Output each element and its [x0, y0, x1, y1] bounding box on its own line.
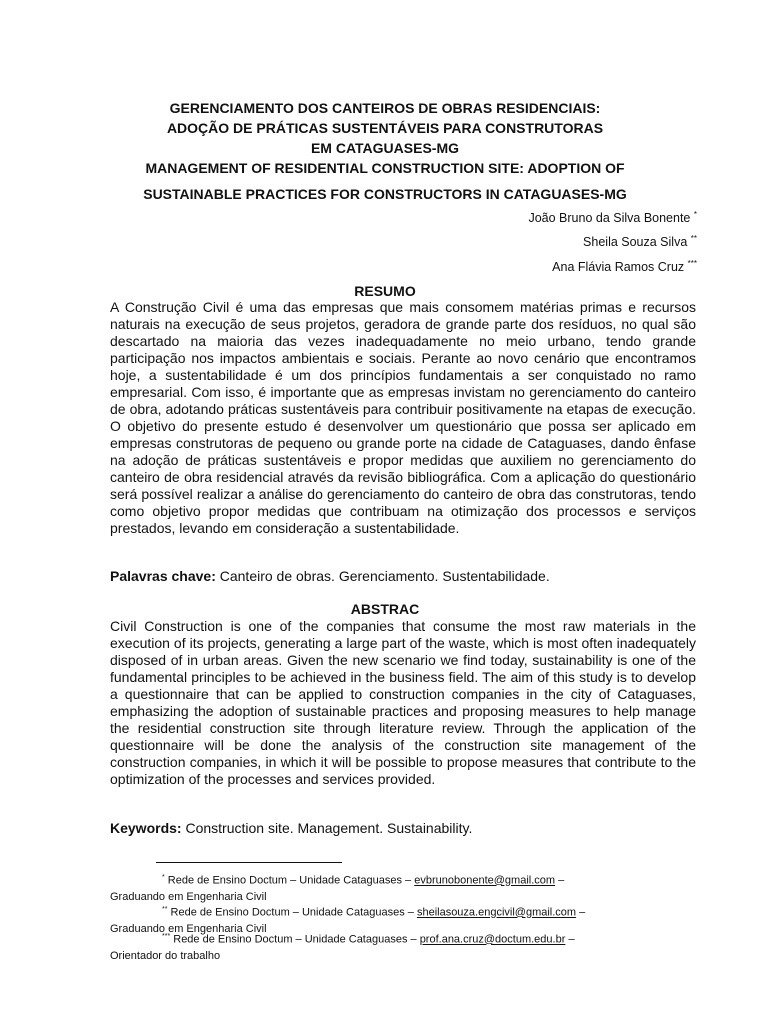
keywords-values: Construction site. Management. Sustainability. [185, 820, 473, 836]
footnote-dash: – [568, 933, 575, 946]
title-pt-line-2: ADOÇÃO DE PRÁTICAS SUSTENTÁVEIS PARA CONSTRUTORAS [166, 120, 604, 136]
footnote-divider [156, 862, 342, 863]
footnote-mark: * [162, 874, 165, 881]
footnote-email-link[interactable]: prof.ana.cruz@doctum.edu.br [419, 933, 566, 946]
abstract-text: Civil Construction is one of the companies that consume the most raw materials in the execution of its projects, generating a large part of the waste, which is most often inadequately disposed of in urban areas. Given the new scenario we find today, sustainability is one of the fundamental principles to be achieved in the business field. The aim of this study is to develop a questionnaire that can be applied to construction companies in the city of Cataguases, emphasizing the adoption of sustainable practices and proposing measures to help manage the residential construction site through literature review. Through the application of the questionnaire will be done the analysis of the construction site management of the construction companies, in which it will be possible to propose measures that contribute to the optimization of the processes and services provided. [110, 618, 696, 787]
palavras-chave [110, 568, 550, 584]
title-pt-line-1: GERENCIAMENTO DOS CANTEIROS DE OBRAS RESIDENCIAIS: [169, 100, 601, 116]
footnote-mark: ** [162, 906, 168, 913]
resumo-heading: RESUMO [354, 283, 416, 299]
title-pt-line-3: EM CATAGUASES-MG [310, 140, 460, 156]
palavras-chave-values: Canteiro de obras. Gerenciamento. Sustentabilidade. [219, 568, 550, 584]
author-1 [528, 210, 697, 225]
footnote-mark: *** [162, 933, 171, 940]
footnote-email-link[interactable]: sheilasouza.engcivil@gmail.com [416, 906, 577, 919]
keywords-label: Keywords: [110, 820, 182, 836]
footnote-affiliation: Rede de Ensino Doctum – Unidade Cataguases – [170, 906, 414, 919]
title-en-line-2: SUSTAINABLE PRACTICES FOR CONSTRUCTORS IN CATAGUASES-MG [143, 186, 627, 202]
footnote-role: Graduando em Engenharia Civil [110, 922, 267, 935]
footnote-3 [110, 929, 700, 964]
resumo-text: A Construção Civil é uma das empresas que mais consomem matérias primas e recursos naturais na execução de seus projetos, geradora de grande parte dos resíduos, no qual são descartado na maioria das vezes inadequadamente no meio urbano, tendo grande participação nos impactos ambientais e sociais. Perante ao novo cenário que encontramos hoje, a sustentabilidade é um dos princípios fundamentais a ser conquistado no ramo empresarial. Com isso, é importante que as empresas invistam no gerenciamento do canteiro de obra, adotando práticas sustentáveis para contribuir positivamente na etapas de execução. O objetivo do presente estudo é desenvolver um questionário que possa ser aplicado em empresas construtoras de pequeno ou grande porte na cidade de Cataguases, dando ênfase na adoção de práticas sustentáveis e propor medidas que auxiliem no gerenciamento do canteiro de obra residencial através da revisão bibliográfica. Com a aplicação do questionário será possível realizar a análise do gerenciamento do canteiro de obra das construtoras, tendo como objetivo propor medidas que contribuam na otimização dos processos e serviços prestados, levando em consideração a sustentabilidade. [110, 299, 696, 536]
abstract-heading: ABSTRAC [350, 601, 420, 617]
footnote-affiliation: Rede de Ensino Doctum – Unidade Cataguases – [173, 933, 417, 946]
footnote-affiliation: Rede de Ensino Doctum – Unidade Cataguases – [167, 874, 412, 887]
footnote-role: Orientador do trabalho [110, 949, 221, 962]
title-en-line-1: MANAGEMENT OF RESIDENTIAL CONSTRUCTION SITE: ADOPTION OF [145, 160, 625, 176]
footnote-dash: – [579, 906, 586, 919]
author-footnote-mark: *** [687, 259, 697, 268]
author-footnote-mark: ** [690, 234, 697, 243]
author-3 [552, 259, 697, 274]
author-footnote-mark: * [693, 210, 697, 219]
author-name: Sheila Souza Silva [583, 235, 688, 250]
author-2 [583, 234, 697, 249]
footnote-dash: – [558, 874, 565, 887]
footnote-role: Graduando em Engenharia Civil [110, 890, 267, 903]
palavras-chave-label: Palavras chave: [110, 568, 216, 584]
author-name: Ana Flávia Ramos Cruz [552, 260, 685, 275]
footnote-email-link[interactable]: evbrunobonente@gmail.com [414, 874, 556, 887]
keywords [110, 820, 472, 836]
author-name: João Bruno da Silva Bonente [528, 211, 691, 226]
footnote-1 [110, 870, 700, 905]
